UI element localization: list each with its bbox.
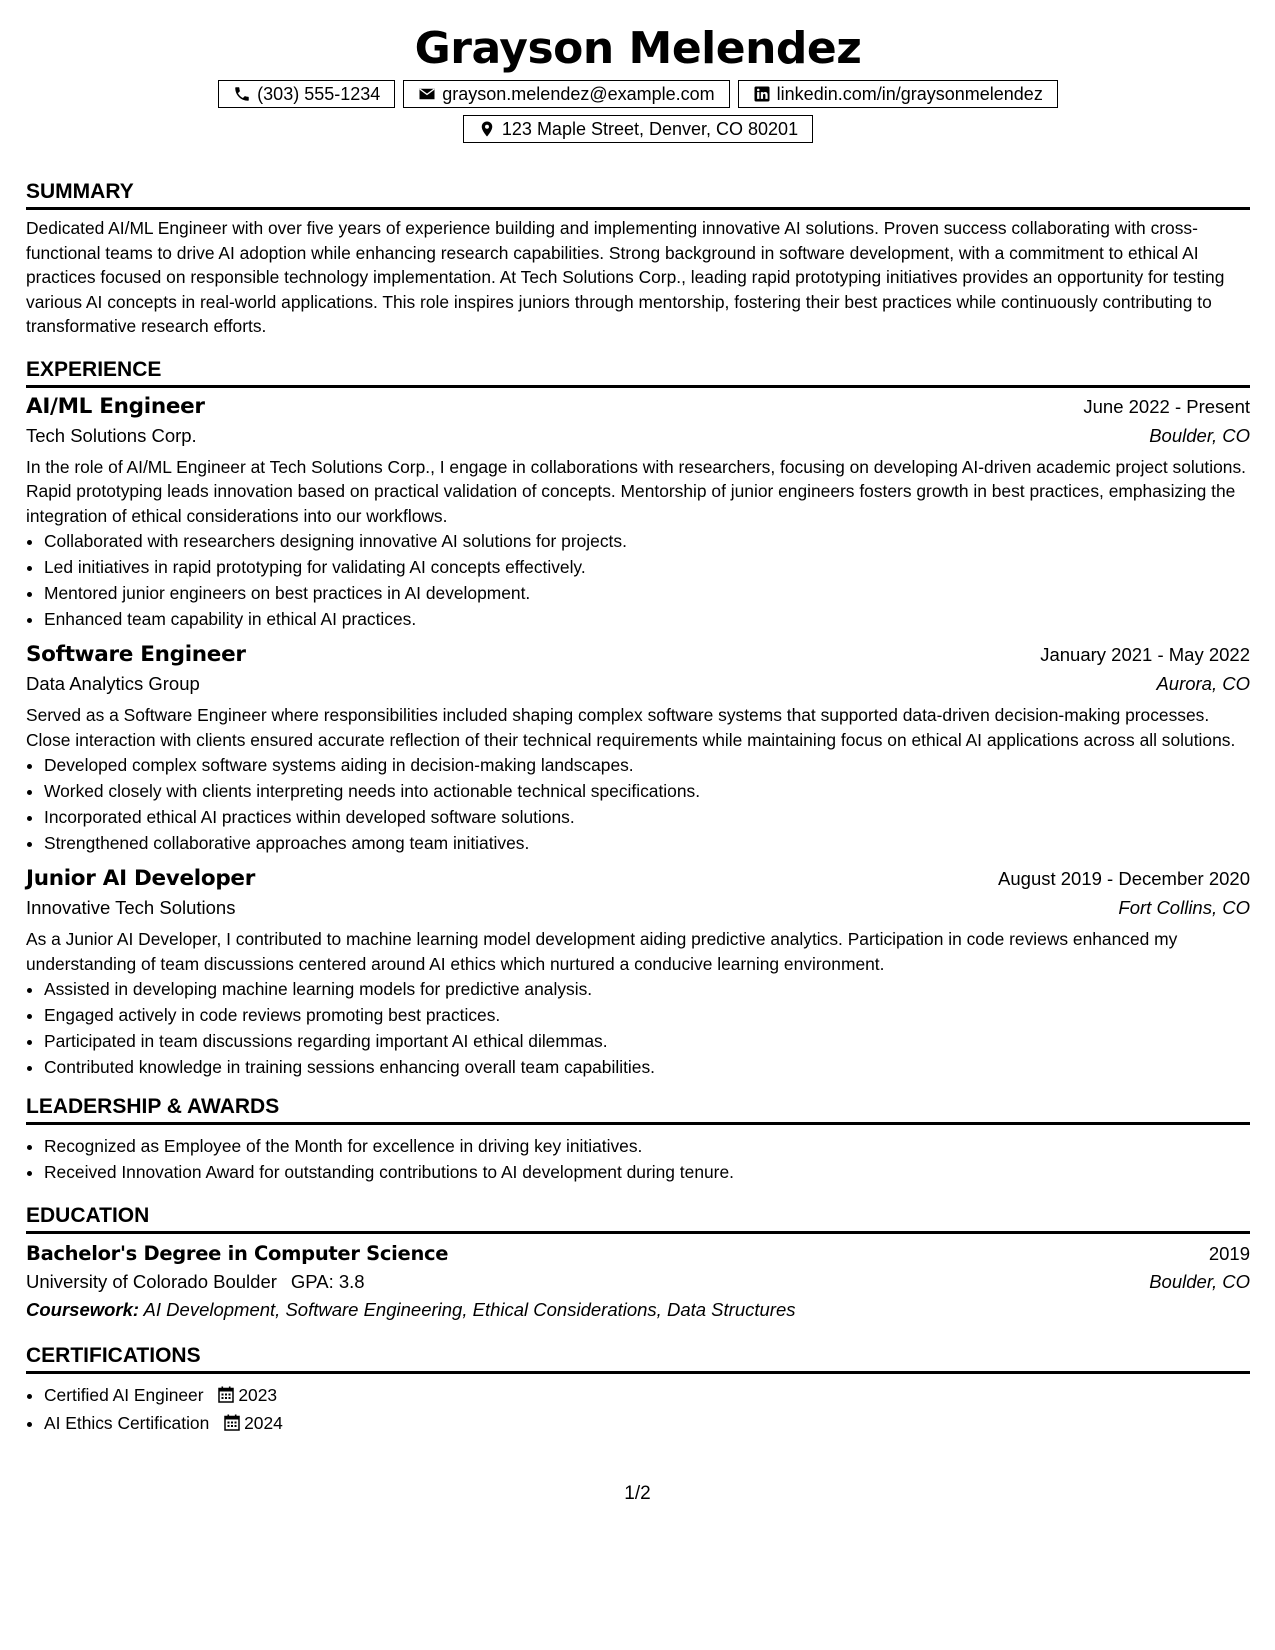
list-item: • Incorporated ethical AI practices within developed software solutions. bbox=[44, 804, 1250, 830]
list-item: • Participated in team discussions regarding important AI ethical dilemmas. bbox=[44, 1028, 1250, 1054]
list-item: • Enhanced team capability in ethical AI practices. bbox=[44, 606, 1250, 632]
company: Data Analytics Group bbox=[26, 673, 200, 694]
address-chip bbox=[463, 115, 813, 143]
phone-chip[interactable] bbox=[218, 80, 395, 108]
calendar-icon bbox=[218, 1384, 234, 1410]
job-title: Software Engineer bbox=[26, 642, 246, 667]
school-location: Boulder, CO bbox=[1149, 1271, 1250, 1292]
job-dates: August 2019 - December 2020 bbox=[998, 868, 1250, 889]
job-description: Served as a Software Engineer where responsibilities included shaping complex software systems that supported data-driven decision-making processes. Close interaction with clients ensured accurate reflection of their technical requirements while maintaining focus on ethical AI applications across all solutions. bbox=[26, 705, 1236, 750]
job-bullets bbox=[26, 752, 1250, 856]
list-item bbox=[44, 1410, 1250, 1438]
section-title: LEADERSHIP & AWARDS bbox=[26, 1092, 1250, 1125]
coursework-label: Coursework: bbox=[26, 1299, 140, 1320]
list-item: • Contributed knowledge in training sessions enhancing overall team capabilities. bbox=[44, 1054, 1250, 1080]
resume-page bbox=[26, 18, 1250, 1438]
section-title: CERTIFICATIONS bbox=[26, 1341, 1250, 1374]
job-dates: January 2021 - May 2022 bbox=[1040, 644, 1250, 665]
education-section bbox=[26, 1201, 1250, 1321]
list-item: • Worked closely with clients interpreting needs into actionable technical specifications. bbox=[44, 778, 1250, 804]
section-title: EXPERIENCE bbox=[26, 355, 1250, 388]
address-text: 123 Maple Street, Denver, CO 80201 bbox=[501, 119, 799, 139]
calendar-icon bbox=[224, 1412, 240, 1438]
job-bullets bbox=[26, 528, 1250, 632]
job-bullets bbox=[26, 976, 1250, 1080]
job-description: As a Junior AI Developer, I contributed to machine learning model development aiding predictive analytics. Participation in code reviews enhanced my understanding of team discussions centered around AI ethics which nurtured a conducive learning environment. bbox=[26, 929, 1178, 974]
page-number: 1/2 bbox=[624, 1483, 651, 1504]
list-item: • Collaborated with researchers designing innovative AI solutions for projects. bbox=[44, 528, 1250, 554]
company: Innovative Tech Solutions bbox=[26, 897, 236, 918]
awards-list bbox=[26, 1133, 1250, 1185]
address-row bbox=[26, 115, 1250, 143]
list-item: • Engaged actively in code reviews promoting best practices. bbox=[44, 1002, 1250, 1028]
coursework bbox=[26, 1299, 1250, 1321]
candidate-name: Grayson Melendez bbox=[414, 23, 862, 74]
job-entry bbox=[26, 866, 1250, 1080]
linkedin-text: linkedin.com/in/graysonmelendez bbox=[776, 84, 1043, 104]
section-title: SUMMARY bbox=[26, 177, 1250, 210]
graduation-year: 2019 bbox=[1208, 1243, 1250, 1264]
list-item: • Strengthened collaborative approaches among team initiatives. bbox=[44, 830, 1250, 856]
list-item: • Mentored junior engineers on best practices in AI development. bbox=[44, 580, 1250, 606]
job-title: Junior AI Developer bbox=[26, 866, 256, 891]
gpa: GPA: 3.8 bbox=[290, 1271, 365, 1292]
degree: Bachelor's Degree in Computer Science bbox=[26, 1242, 449, 1265]
job-title: AI/ML Engineer bbox=[26, 393, 205, 419]
list-item: • Developed complex software systems aiding in decision-making landscapes. bbox=[44, 752, 1250, 778]
certifications-section bbox=[26, 1341, 1250, 1438]
cert-name: Certified AI Engineer bbox=[44, 1385, 204, 1405]
cert-name: AI Ethics Certification bbox=[44, 1413, 210, 1433]
list-item: • Assisted in developing machine learning models for predictive analysis. bbox=[44, 976, 1250, 1002]
envelope-icon bbox=[418, 85, 436, 103]
coursework-text: AI Development, Software Engineering, Ethical Considerations, Data Structures bbox=[143, 1299, 796, 1320]
email-chip[interactable] bbox=[403, 80, 729, 108]
job-location: Aurora, CO bbox=[1156, 673, 1250, 694]
section-title: EDUCATION bbox=[26, 1201, 1250, 1234]
summary-text: Dedicated AI/ML Engineer with over five years of experience building and implementing innovative AI solutions. Proven success collaborating with cross-functional teams to drive AI adoption while enhancing research capabilities. Strong background in software development, with a commitment to ethical AI practices focused on responsible technology implementation. At Tech Solutions Corp., leading rapid prototyping initiatives provides an opportunity for testing various AI concepts in real-world applications. This role inspires juniors through mentorship, fostering their best practices while continuously contributing to transformative research efforts. bbox=[26, 218, 1225, 336]
leadership-section bbox=[26, 1092, 1250, 1185]
job-entry bbox=[26, 642, 1250, 856]
linkedin-chip[interactable] bbox=[738, 80, 1058, 108]
linkedin-icon bbox=[753, 85, 771, 103]
job-location: Fort Collins, CO bbox=[1118, 897, 1250, 918]
job-description: In the role of AI/ML Engineer at Tech Solutions Corp., I engage in collaborations with researchers, focusing on developing AI-driven academic project solutions. Rapid prototyping leads innovation based on practical validation of concepts. Mentorship of junior engineers fosters growth in best practices, emphasizing the integration of ethical considerations into our workflows. bbox=[26, 456, 1246, 526]
job-dates: June 2022 - Present bbox=[1083, 395, 1250, 417]
map-pin-icon bbox=[478, 120, 496, 138]
list-item: • Recognized as Employee of the Month for excellence in driving key initiatives. bbox=[44, 1133, 1250, 1159]
summary-section bbox=[26, 177, 1250, 339]
experience-section bbox=[26, 355, 1250, 1081]
job-location: Boulder, CO bbox=[1149, 424, 1250, 446]
job-entry bbox=[26, 394, 1250, 633]
list-item: • Led initiatives in rapid prototyping for validating AI concepts effectively. bbox=[44, 554, 1250, 580]
cert-year: 2024 bbox=[244, 1413, 283, 1433]
list-item: • Received Innovation Award for outstanding contributions to AI development during tenure. bbox=[44, 1159, 1250, 1185]
email-text: grayson.melendez@example.com bbox=[442, 84, 715, 104]
cert-year: 2023 bbox=[238, 1385, 278, 1405]
contact-row bbox=[26, 80, 1250, 108]
list-item bbox=[44, 1382, 1250, 1410]
certifications-list bbox=[26, 1382, 1250, 1438]
school: University of Colorado Boulder bbox=[26, 1271, 277, 1292]
phone-text: (303) 555-1234 bbox=[257, 84, 381, 104]
company: Tech Solutions Corp. bbox=[26, 424, 197, 446]
phone-icon bbox=[233, 85, 251, 103]
